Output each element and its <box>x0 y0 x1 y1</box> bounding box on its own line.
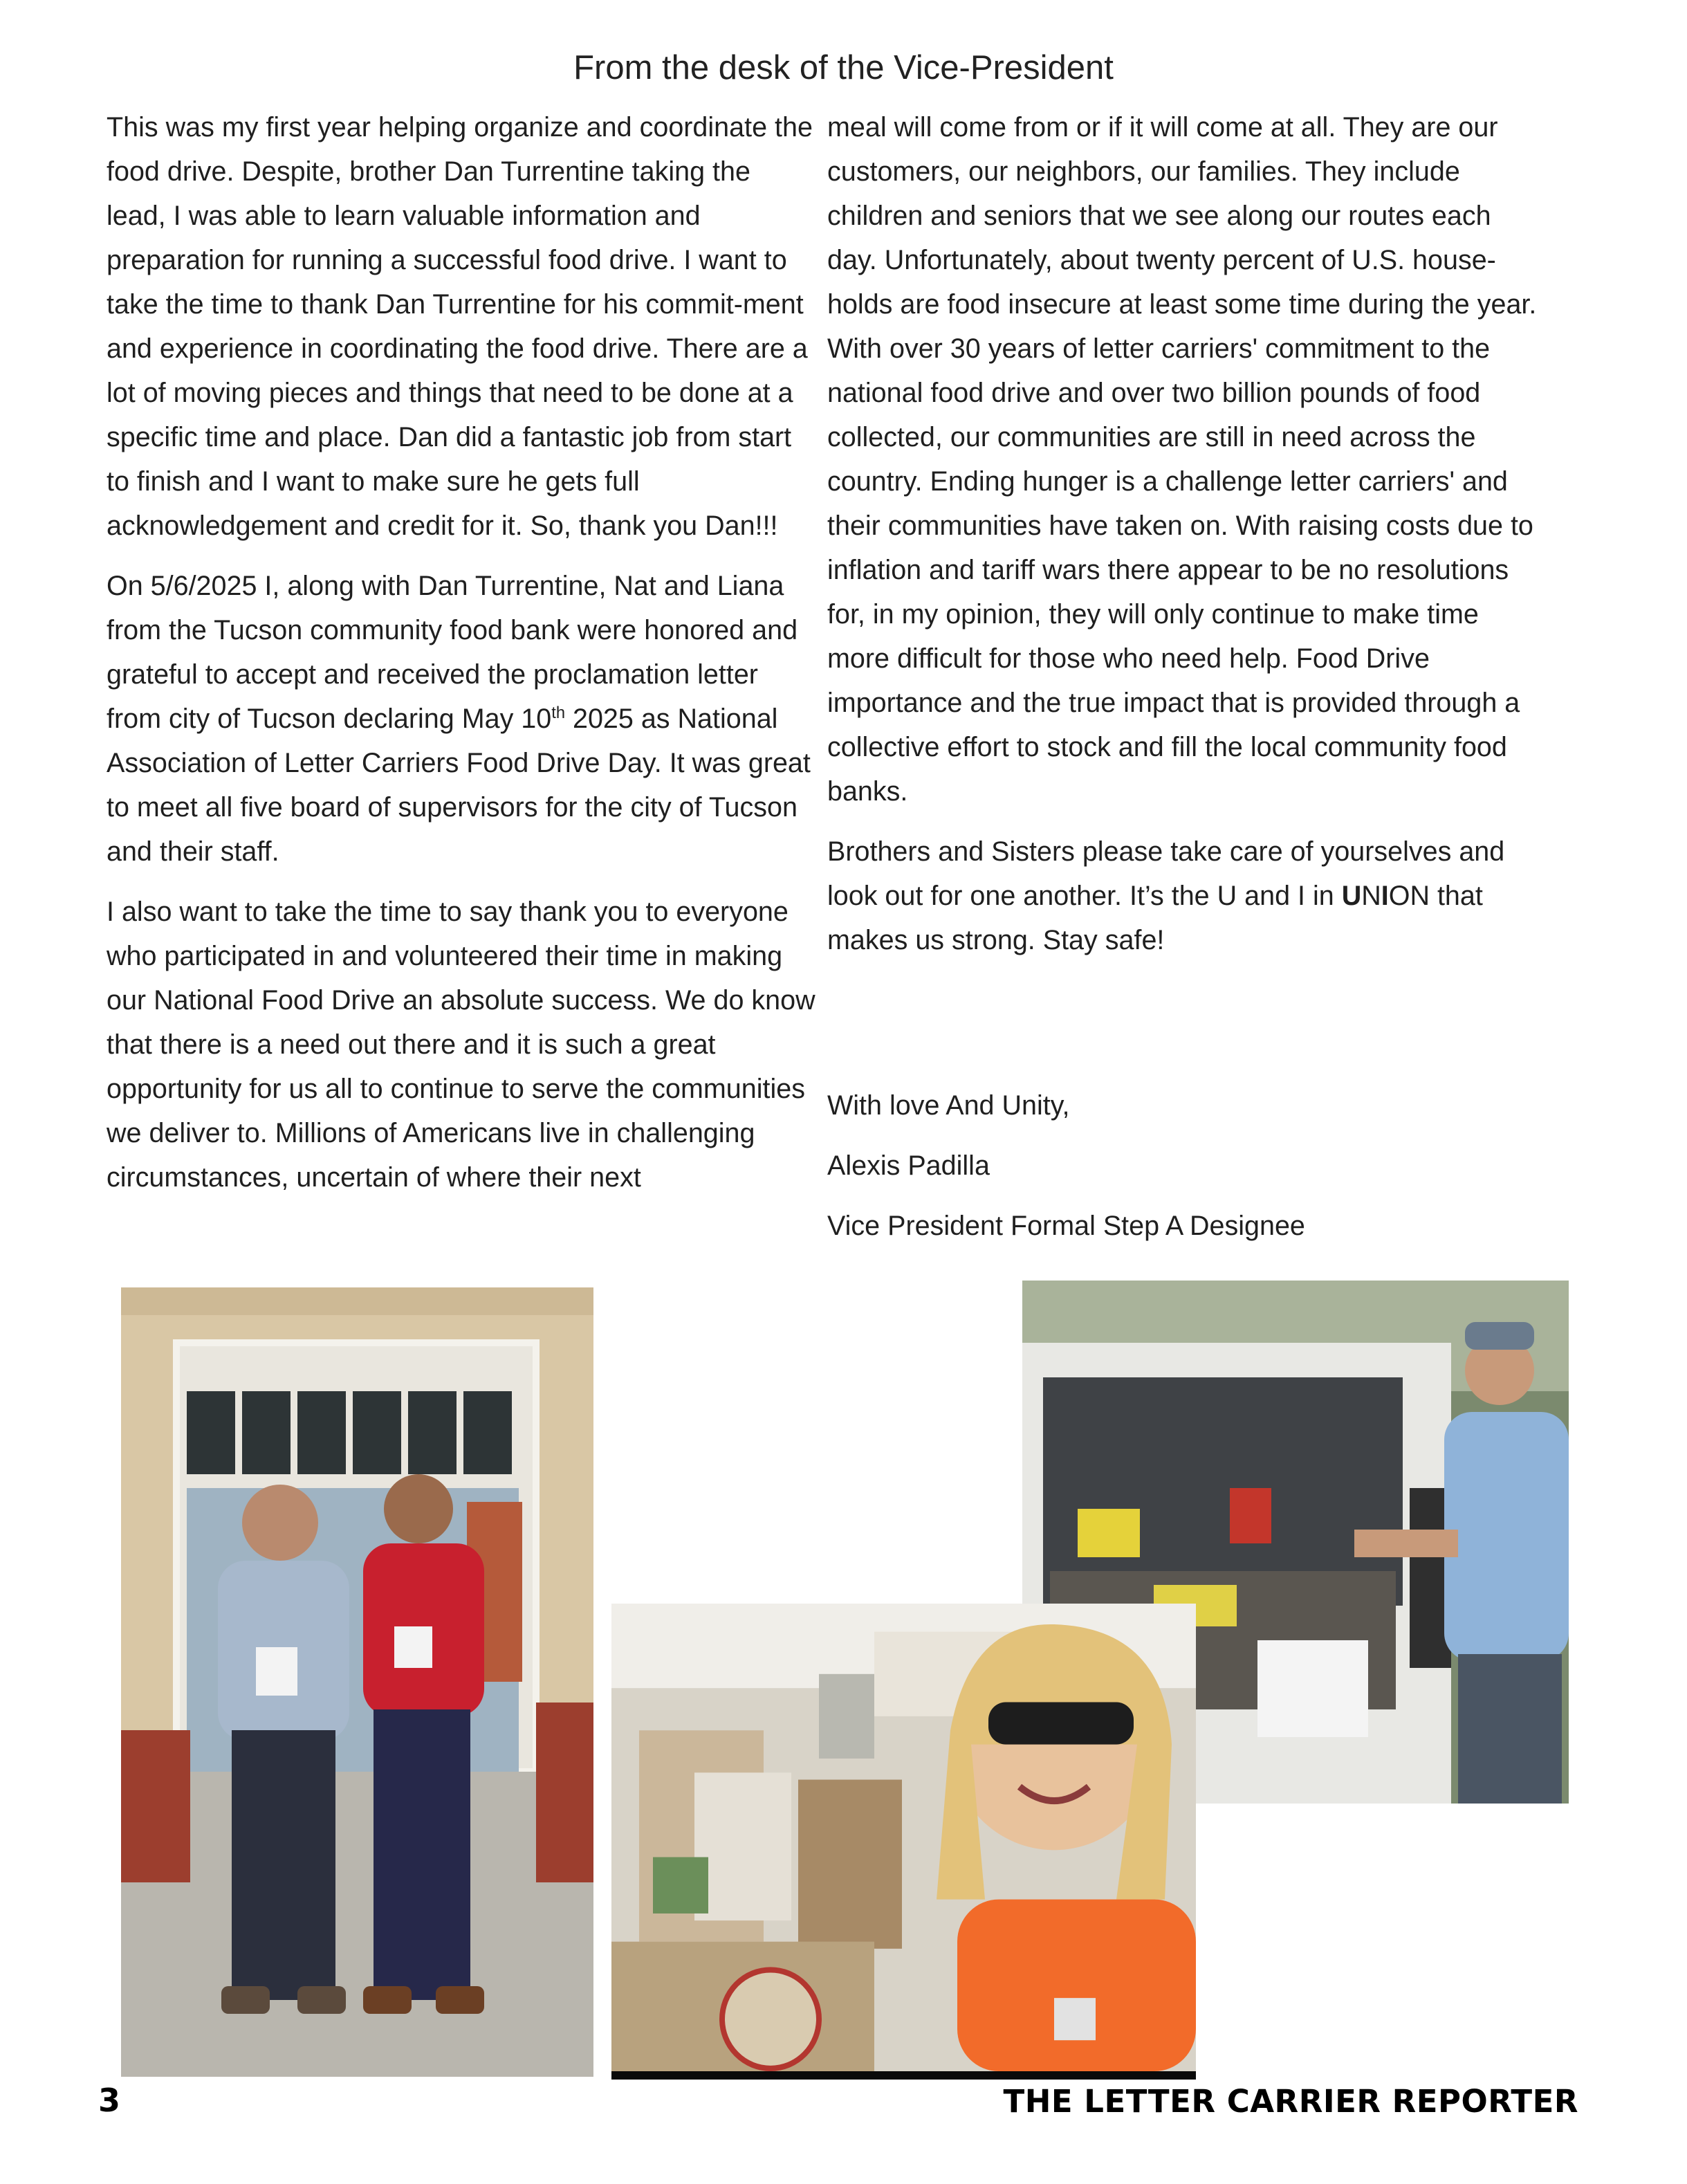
union-paragraph <box>827 829 1547 962</box>
union-text-start: Brothers and Sisters please take care of yourselves and look out for one another. It’s the U and I in <box>827 836 1505 911</box>
food-bags-selfie-photo <box>611 1604 1196 2080</box>
proclamation-text-end: 2025 as National Association of Letter Carriers Food Drive Day. It was great to meet all five board of supervisors for the city of Tucson and their staff. <box>107 704 811 867</box>
page-number: 3 <box>98 2082 121 2119</box>
union-bold-u: U <box>1341 881 1362 911</box>
intro-paragraph: This was my first year helping organize and coordinate the food drive. Despite, brother Dan Turrentine taking the lead, I was able to learn valuable information and preparation for running a successful food drive. I want to take the time to thank Dan Turrentine for his commit-ment and experience in coordinating the food drive. There are a lot of moving pieces and things that need to be done at a specific time and place. Dan did a fantastic job from start to finish and I want to make sure he gets full acknowledgement and credit for it. So, thank you Dan!!! <box>107 112 813 541</box>
publication-title: THE LETTER CARRIER REPORTER <box>1003 2083 1578 2120</box>
thanks-paragraph: I also want to take the time to say thank you to everyone who participated in and volunteered their time in making our National Food Drive an absolute success. We do know that there is a need out there and it is such a great opportunity for us all to continue to serve the communities we deliver to. Millions of Americans live in challenging circumstances, uncertain of where their next <box>107 897 815 1193</box>
signature-name: Alexis Padilla <box>827 1150 990 1181</box>
closing-line: With love And Unity, <box>827 1090 1070 1121</box>
proclamation-photo-image <box>121 1287 593 2077</box>
union-bold-i: I <box>1381 881 1389 911</box>
proclamation-paragraph <box>107 564 815 874</box>
proclamation-photo <box>121 1287 593 2077</box>
continuation-paragraph: meal will come from or if it will come at all. They are our customers, our neighbors, our families. They include children and seniors that we see along our routes each day. Unfortunately, about twenty percent of U.S. house-holds are food insecure at least some time during the year. With over 30 years of letter carriers' commitment to the national food drive and over two billion pounds of food collected, our communities are still in need across the country. Ending hunger is a challenge letter carriers' and their communities have taken on. With raising costs due to inflation and tariff wars there appear to be no resolutions for, in my opinion, they will only continue to make time more difficult for those who need help. Food Drive importance and the true impact that is provided through a collective effort to stock and fill the local community food banks. <box>827 112 1537 807</box>
union-text-end: ON that makes us strong. Stay safe! <box>827 881 1483 955</box>
ordinal-suffix: th <box>551 704 566 722</box>
proclamation-text-start: On 5/6/2025 I, along with Dan Turrentine, Nat and Liana from the Tucson community food bank were honored and grateful to accept and received the proclamation letter from city of Tucson declaring May 10 <box>107 571 798 734</box>
left-column <box>107 105 815 1215</box>
union-letter-n: N <box>1361 881 1381 911</box>
right-column <box>827 105 1547 1264</box>
signature-spacer <box>827 978 1547 1083</box>
food-bags-selfie-photo-image <box>611 1604 1196 2071</box>
page-title: From the desk of the Vice-President <box>573 49 1114 86</box>
signature-role: Vice President Formal Step A Designee <box>827 1211 1305 1241</box>
